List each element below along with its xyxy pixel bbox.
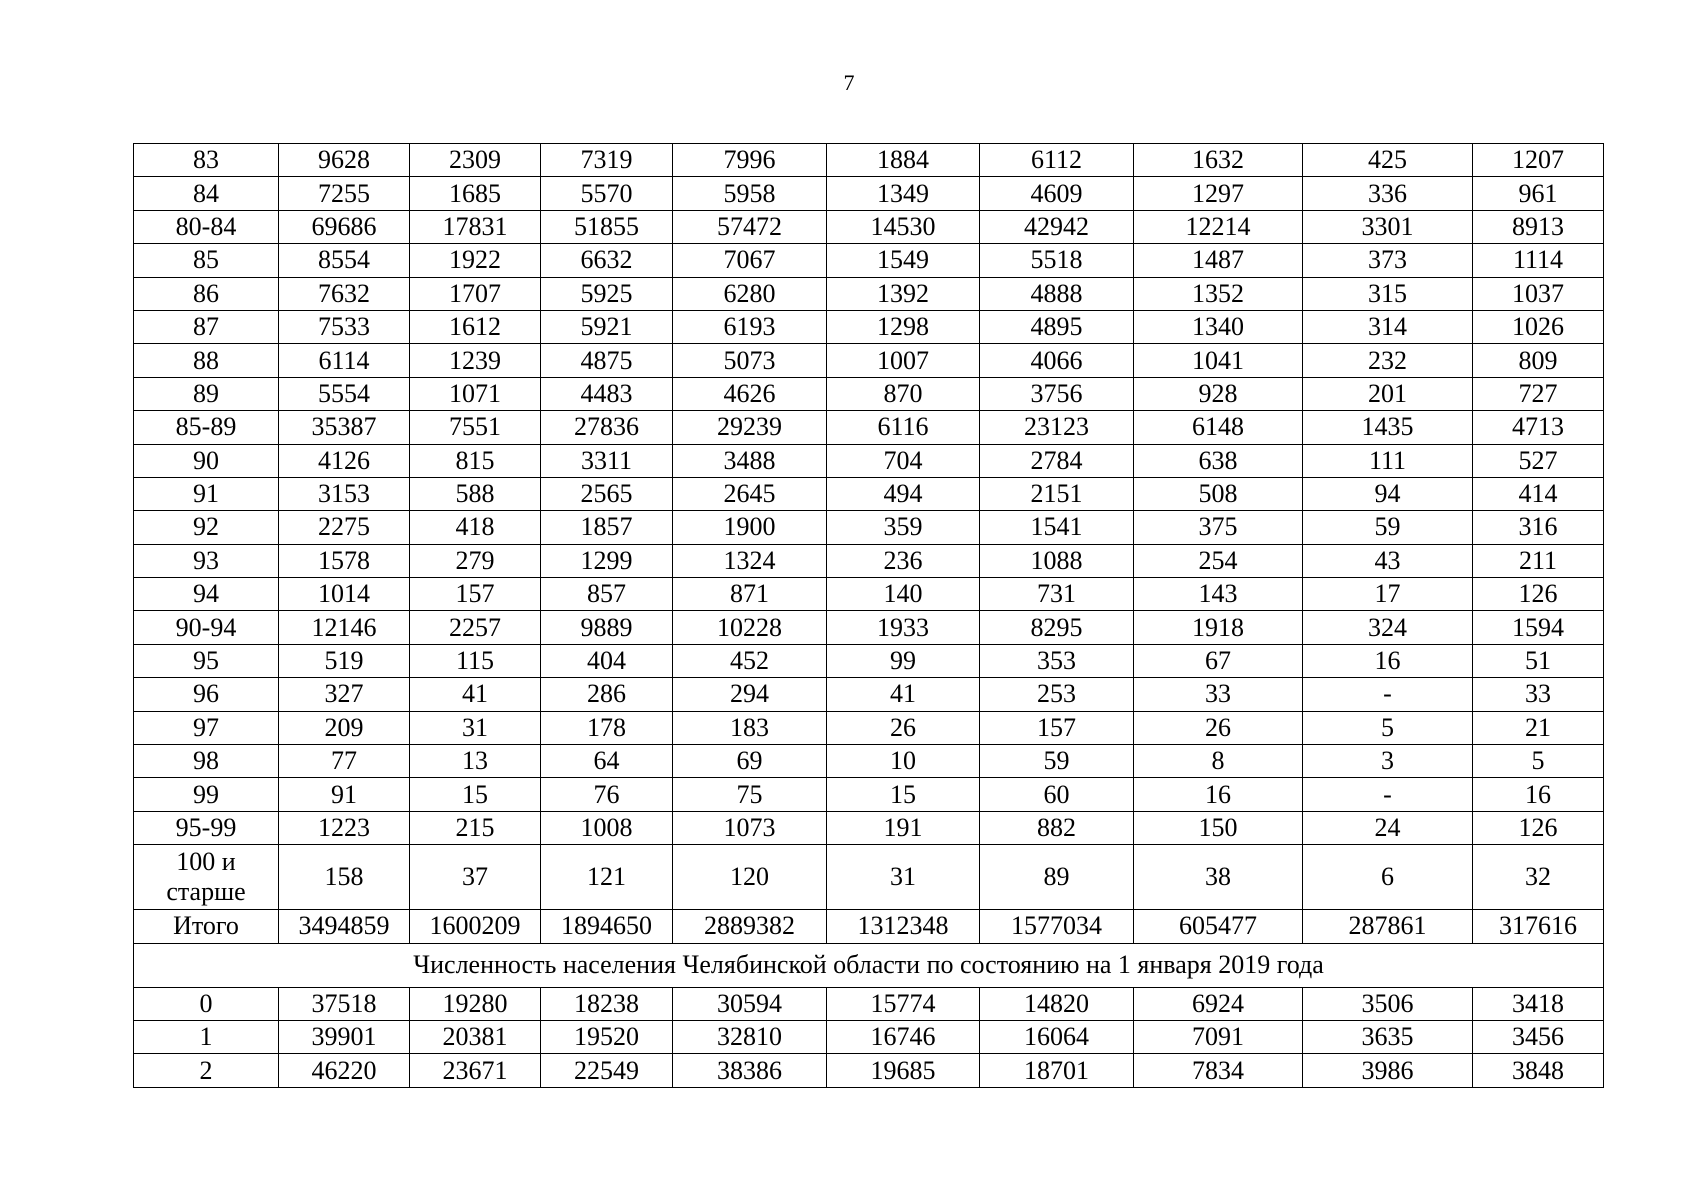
- value-cell: 254: [1134, 544, 1303, 577]
- value-cell: 115: [410, 644, 541, 677]
- value-cell: 29239: [673, 411, 827, 444]
- value-cell: 1435: [1303, 411, 1473, 444]
- table-row: [134, 987, 1604, 1020]
- value-cell: 6632: [541, 244, 673, 277]
- section-title: Численность населения Челябинской области по состоянию на 1 января 2019 года: [134, 943, 1604, 987]
- value-cell: 731: [980, 578, 1134, 611]
- age-cell: 89: [134, 377, 279, 410]
- value-cell: 6924: [1134, 987, 1303, 1020]
- value-cell: 15774: [827, 987, 980, 1020]
- value-cell: 2309: [410, 144, 541, 177]
- table-row: [134, 644, 1604, 677]
- value-cell: 18238: [541, 987, 673, 1020]
- value-cell: 20381: [410, 1020, 541, 1053]
- value-cell: 7551: [410, 411, 541, 444]
- value-cell: 519: [279, 644, 410, 677]
- value-cell: 46220: [279, 1054, 410, 1087]
- value-cell: 19520: [541, 1020, 673, 1053]
- value-cell: 1349: [827, 177, 980, 210]
- value-cell: 588: [410, 477, 541, 510]
- page-number: 7: [843, 70, 855, 95]
- value-cell: 1312348: [827, 910, 980, 943]
- value-cell: 183: [673, 711, 827, 744]
- value-cell: 287861: [1303, 910, 1473, 943]
- value-cell: 1008: [541, 811, 673, 844]
- table-body-bottom: [134, 987, 1604, 1087]
- age-cell: Итого: [134, 910, 279, 943]
- value-cell: 4713: [1473, 411, 1604, 444]
- value-cell: 13: [410, 745, 541, 778]
- value-cell: 5554: [279, 377, 410, 410]
- age-cell: 96: [134, 678, 279, 711]
- value-cell: 91: [279, 778, 410, 811]
- value-cell: 6280: [673, 277, 827, 310]
- value-cell: 2889382: [673, 910, 827, 943]
- value-cell: 15: [410, 778, 541, 811]
- value-cell: 43: [1303, 544, 1473, 577]
- age-cell: 85: [134, 244, 279, 277]
- value-cell: 67: [1134, 644, 1303, 677]
- table-row: [134, 845, 1604, 910]
- value-cell: 126: [1473, 811, 1604, 844]
- value-cell: 30594: [673, 987, 827, 1020]
- value-cell: 31: [827, 845, 980, 910]
- value-cell: 1594: [1473, 611, 1604, 644]
- value-cell: 19280: [410, 987, 541, 1020]
- value-cell: 10: [827, 745, 980, 778]
- table-row: [134, 544, 1604, 577]
- value-cell: 1541: [980, 511, 1134, 544]
- value-cell: 64: [541, 745, 673, 778]
- value-cell: 42942: [980, 210, 1134, 243]
- value-cell: 60: [980, 778, 1134, 811]
- value-cell: 69686: [279, 210, 410, 243]
- value-cell: 5921: [541, 310, 673, 343]
- value-cell: 6193: [673, 310, 827, 343]
- value-cell: 8295: [980, 611, 1134, 644]
- value-cell: 1239: [410, 344, 541, 377]
- value-cell: 191: [827, 811, 980, 844]
- age-cell: 87: [134, 310, 279, 343]
- value-cell: 37: [410, 845, 541, 910]
- value-cell: 6: [1303, 845, 1473, 910]
- age-cell: 91: [134, 477, 279, 510]
- value-cell: 57472: [673, 210, 827, 243]
- value-cell: 5958: [673, 177, 827, 210]
- value-cell: 38386: [673, 1054, 827, 1087]
- value-cell: 727: [1473, 377, 1604, 410]
- value-cell: 961: [1473, 177, 1604, 210]
- value-cell: 3456: [1473, 1020, 1604, 1053]
- value-cell: 32: [1473, 845, 1604, 910]
- value-cell: 51: [1473, 644, 1604, 677]
- value-cell: 418: [410, 511, 541, 544]
- population-table: [133, 143, 1604, 1088]
- value-cell: 2784: [980, 444, 1134, 477]
- value-cell: 2565: [541, 477, 673, 510]
- value-cell: 425: [1303, 144, 1473, 177]
- table-row: [134, 210, 1604, 243]
- value-cell: 5: [1303, 711, 1473, 744]
- age-cell: 86: [134, 277, 279, 310]
- value-cell: 158: [279, 845, 410, 910]
- value-cell: 1894650: [541, 910, 673, 943]
- age-cell: 1: [134, 1020, 279, 1053]
- value-cell: 37518: [279, 987, 410, 1020]
- age-cell: 84: [134, 177, 279, 210]
- value-cell: 33: [1473, 678, 1604, 711]
- value-cell: 3301: [1303, 210, 1473, 243]
- value-cell: 41: [827, 678, 980, 711]
- value-cell: 41: [410, 678, 541, 711]
- value-cell: 77: [279, 745, 410, 778]
- table-row: [134, 511, 1604, 544]
- value-cell: 157: [980, 711, 1134, 744]
- value-cell: 23123: [980, 411, 1134, 444]
- table-row: [134, 611, 1604, 644]
- value-cell: 7533: [279, 310, 410, 343]
- age-cell: 93: [134, 544, 279, 577]
- age-cell: 83: [134, 144, 279, 177]
- value-cell: 327: [279, 678, 410, 711]
- value-cell: 5925: [541, 277, 673, 310]
- value-cell: 638: [1134, 444, 1303, 477]
- value-cell: 857: [541, 578, 673, 611]
- value-cell: 75: [673, 778, 827, 811]
- value-cell: 121: [541, 845, 673, 910]
- table-row: [134, 411, 1604, 444]
- value-cell: 1685: [410, 177, 541, 210]
- table-row: [134, 444, 1604, 477]
- value-cell: 236: [827, 544, 980, 577]
- value-cell: 1632: [1134, 144, 1303, 177]
- table-body-top: [134, 144, 1604, 944]
- value-cell: 8554: [279, 244, 410, 277]
- value-cell: 7091: [1134, 1020, 1303, 1053]
- value-cell: 16: [1134, 778, 1303, 811]
- value-cell: 3: [1303, 745, 1473, 778]
- value-cell: 1207: [1473, 144, 1604, 177]
- value-cell: 4126: [279, 444, 410, 477]
- value-cell: 1707: [410, 277, 541, 310]
- value-cell: 178: [541, 711, 673, 744]
- value-cell: 5570: [541, 177, 673, 210]
- value-cell: 7632: [279, 277, 410, 310]
- value-cell: 1297: [1134, 177, 1303, 210]
- value-cell: 4895: [980, 310, 1134, 343]
- value-cell: 2275: [279, 511, 410, 544]
- value-cell: 16: [1303, 644, 1473, 677]
- value-cell: 3418: [1473, 987, 1604, 1020]
- age-cell: 0: [134, 987, 279, 1020]
- value-cell: 6116: [827, 411, 980, 444]
- age-cell: 80-84: [134, 210, 279, 243]
- value-cell: 35387: [279, 411, 410, 444]
- value-cell: 9889: [541, 611, 673, 644]
- value-cell: 7255: [279, 177, 410, 210]
- value-cell: 373: [1303, 244, 1473, 277]
- value-cell: 5518: [980, 244, 1134, 277]
- value-cell: 1600209: [410, 910, 541, 943]
- table-row: [134, 711, 1604, 744]
- table-row: [134, 678, 1604, 711]
- value-cell: 38: [1134, 845, 1303, 910]
- value-cell: 39901: [279, 1020, 410, 1053]
- age-cell: 99: [134, 778, 279, 811]
- value-cell: 140: [827, 578, 980, 611]
- table-row: [134, 377, 1604, 410]
- table-row: [134, 578, 1604, 611]
- table-row: [134, 344, 1604, 377]
- section-row: [134, 943, 1604, 987]
- value-cell: 414: [1473, 477, 1604, 510]
- value-cell: 404: [541, 644, 673, 677]
- table-row: [134, 1020, 1604, 1053]
- value-cell: 33: [1134, 678, 1303, 711]
- value-cell: 15: [827, 778, 980, 811]
- value-cell: 2151: [980, 477, 1134, 510]
- value-cell: 1324: [673, 544, 827, 577]
- value-cell: 2645: [673, 477, 827, 510]
- value-cell: 12146: [279, 611, 410, 644]
- value-cell: 6148: [1134, 411, 1303, 444]
- value-cell: 201: [1303, 377, 1473, 410]
- table-row: [134, 1054, 1604, 1087]
- value-cell: 31: [410, 711, 541, 744]
- value-cell: 3506: [1303, 987, 1473, 1020]
- value-cell: 279: [410, 544, 541, 577]
- value-cell: 10228: [673, 611, 827, 644]
- value-cell: 157: [410, 578, 541, 611]
- value-cell: 111: [1303, 444, 1473, 477]
- value-cell: 5073: [673, 344, 827, 377]
- table-row: [134, 310, 1604, 343]
- value-cell: 19685: [827, 1054, 980, 1087]
- value-cell: 22549: [541, 1054, 673, 1087]
- value-cell: 870: [827, 377, 980, 410]
- value-cell: 69: [673, 745, 827, 778]
- age-cell: 90-94: [134, 611, 279, 644]
- value-cell: 1392: [827, 277, 980, 310]
- value-cell: 253: [980, 678, 1134, 711]
- value-cell: 1037: [1473, 277, 1604, 310]
- value-cell: 1933: [827, 611, 980, 644]
- table-row: [134, 811, 1604, 844]
- age-cell: 94: [134, 578, 279, 611]
- value-cell: 4609: [980, 177, 1134, 210]
- age-cell: 100 и старше: [134, 845, 279, 910]
- value-cell: 24: [1303, 811, 1473, 844]
- value-cell: -: [1303, 678, 1473, 711]
- value-cell: 3311: [541, 444, 673, 477]
- value-cell: 1578: [279, 544, 410, 577]
- value-cell: 1340: [1134, 310, 1303, 343]
- value-cell: 4483: [541, 377, 673, 410]
- value-cell: 76: [541, 778, 673, 811]
- value-cell: 215: [410, 811, 541, 844]
- value-cell: 150: [1134, 811, 1303, 844]
- value-cell: 12214: [1134, 210, 1303, 243]
- value-cell: 7834: [1134, 1054, 1303, 1087]
- value-cell: 3494859: [279, 910, 410, 943]
- age-cell: 95-99: [134, 811, 279, 844]
- value-cell: 27836: [541, 411, 673, 444]
- value-cell: 32810: [673, 1020, 827, 1053]
- value-cell: 1114: [1473, 244, 1604, 277]
- value-cell: 1298: [827, 310, 980, 343]
- value-cell: 1014: [279, 578, 410, 611]
- value-cell: 1577034: [980, 910, 1134, 943]
- value-cell: 5: [1473, 745, 1604, 778]
- value-cell: 26: [1134, 711, 1303, 744]
- table-row: [134, 745, 1604, 778]
- value-cell: 1299: [541, 544, 673, 577]
- table-row: [134, 244, 1604, 277]
- section-header: [134, 943, 1604, 987]
- value-cell: 89: [980, 845, 1134, 910]
- value-cell: 17831: [410, 210, 541, 243]
- value-cell: 1857: [541, 511, 673, 544]
- age-cell: 85-89: [134, 411, 279, 444]
- table-row: [134, 144, 1604, 177]
- value-cell: 452: [673, 644, 827, 677]
- value-cell: 1007: [827, 344, 980, 377]
- value-cell: 16064: [980, 1020, 1134, 1053]
- value-cell: 317616: [1473, 910, 1604, 943]
- value-cell: 704: [827, 444, 980, 477]
- value-cell: 815: [410, 444, 541, 477]
- value-cell: 8913: [1473, 210, 1604, 243]
- age-cell: 95: [134, 644, 279, 677]
- table-row: [134, 277, 1604, 310]
- value-cell: 26: [827, 711, 980, 744]
- value-cell: 1487: [1134, 244, 1303, 277]
- value-cell: 8: [1134, 745, 1303, 778]
- table-row: [134, 477, 1604, 510]
- age-cell: 98: [134, 745, 279, 778]
- value-cell: 2257: [410, 611, 541, 644]
- value-cell: 1223: [279, 811, 410, 844]
- value-cell: 1071: [410, 377, 541, 410]
- value-cell: 294: [673, 678, 827, 711]
- value-cell: 353: [980, 644, 1134, 677]
- age-cell: 97: [134, 711, 279, 744]
- value-cell: 324: [1303, 611, 1473, 644]
- value-cell: 314: [1303, 310, 1473, 343]
- value-cell: 1922: [410, 244, 541, 277]
- value-cell: 59: [1303, 511, 1473, 544]
- value-cell: 3848: [1473, 1054, 1604, 1087]
- value-cell: 16746: [827, 1020, 980, 1053]
- value-cell: 316: [1473, 511, 1604, 544]
- value-cell: 21: [1473, 711, 1604, 744]
- value-cell: 211: [1473, 544, 1604, 577]
- value-cell: 99: [827, 644, 980, 677]
- value-cell: 14530: [827, 210, 980, 243]
- value-cell: 4626: [673, 377, 827, 410]
- value-cell: 4888: [980, 277, 1134, 310]
- value-cell: 527: [1473, 444, 1604, 477]
- value-cell: 359: [827, 511, 980, 544]
- value-cell: 3488: [673, 444, 827, 477]
- value-cell: 4875: [541, 344, 673, 377]
- value-cell: 16: [1473, 778, 1604, 811]
- value-cell: 59: [980, 745, 1134, 778]
- value-cell: 17: [1303, 578, 1473, 611]
- value-cell: 7319: [541, 144, 673, 177]
- value-cell: 1900: [673, 511, 827, 544]
- value-cell: 6114: [279, 344, 410, 377]
- value-cell: 7996: [673, 144, 827, 177]
- value-cell: 51855: [541, 210, 673, 243]
- value-cell: 928: [1134, 377, 1303, 410]
- value-cell: 7067: [673, 244, 827, 277]
- value-cell: 605477: [1134, 910, 1303, 943]
- value-cell: 120: [673, 845, 827, 910]
- table-row: [134, 177, 1604, 210]
- value-cell: 3756: [980, 377, 1134, 410]
- value-cell: 23671: [410, 1054, 541, 1087]
- value-cell: 315: [1303, 277, 1473, 310]
- value-cell: 14820: [980, 987, 1134, 1020]
- value-cell: 1026: [1473, 310, 1604, 343]
- value-cell: 209: [279, 711, 410, 744]
- age-cell: 88: [134, 344, 279, 377]
- value-cell: 94: [1303, 477, 1473, 510]
- table-row: [134, 910, 1604, 943]
- value-cell: 809: [1473, 344, 1604, 377]
- value-cell: 882: [980, 811, 1134, 844]
- value-cell: -: [1303, 778, 1473, 811]
- value-cell: 1073: [673, 811, 827, 844]
- value-cell: 508: [1134, 477, 1303, 510]
- value-cell: 375: [1134, 511, 1303, 544]
- value-cell: 1352: [1134, 277, 1303, 310]
- value-cell: 143: [1134, 578, 1303, 611]
- value-cell: 871: [673, 578, 827, 611]
- value-cell: 1549: [827, 244, 980, 277]
- age-cell: 90: [134, 444, 279, 477]
- value-cell: 232: [1303, 344, 1473, 377]
- age-cell: 92: [134, 511, 279, 544]
- value-cell: 1612: [410, 310, 541, 343]
- value-cell: 3986: [1303, 1054, 1473, 1087]
- value-cell: 336: [1303, 177, 1473, 210]
- value-cell: 3635: [1303, 1020, 1473, 1053]
- value-cell: 1884: [827, 144, 980, 177]
- value-cell: 18701: [980, 1054, 1134, 1087]
- value-cell: 9628: [279, 144, 410, 177]
- value-cell: 286: [541, 678, 673, 711]
- value-cell: 1088: [980, 544, 1134, 577]
- value-cell: 3153: [279, 477, 410, 510]
- value-cell: 1041: [1134, 344, 1303, 377]
- value-cell: 126: [1473, 578, 1604, 611]
- value-cell: 6112: [980, 144, 1134, 177]
- value-cell: 1918: [1134, 611, 1303, 644]
- age-cell: 2: [134, 1054, 279, 1087]
- table-row: [134, 778, 1604, 811]
- value-cell: 4066: [980, 344, 1134, 377]
- value-cell: 494: [827, 477, 980, 510]
